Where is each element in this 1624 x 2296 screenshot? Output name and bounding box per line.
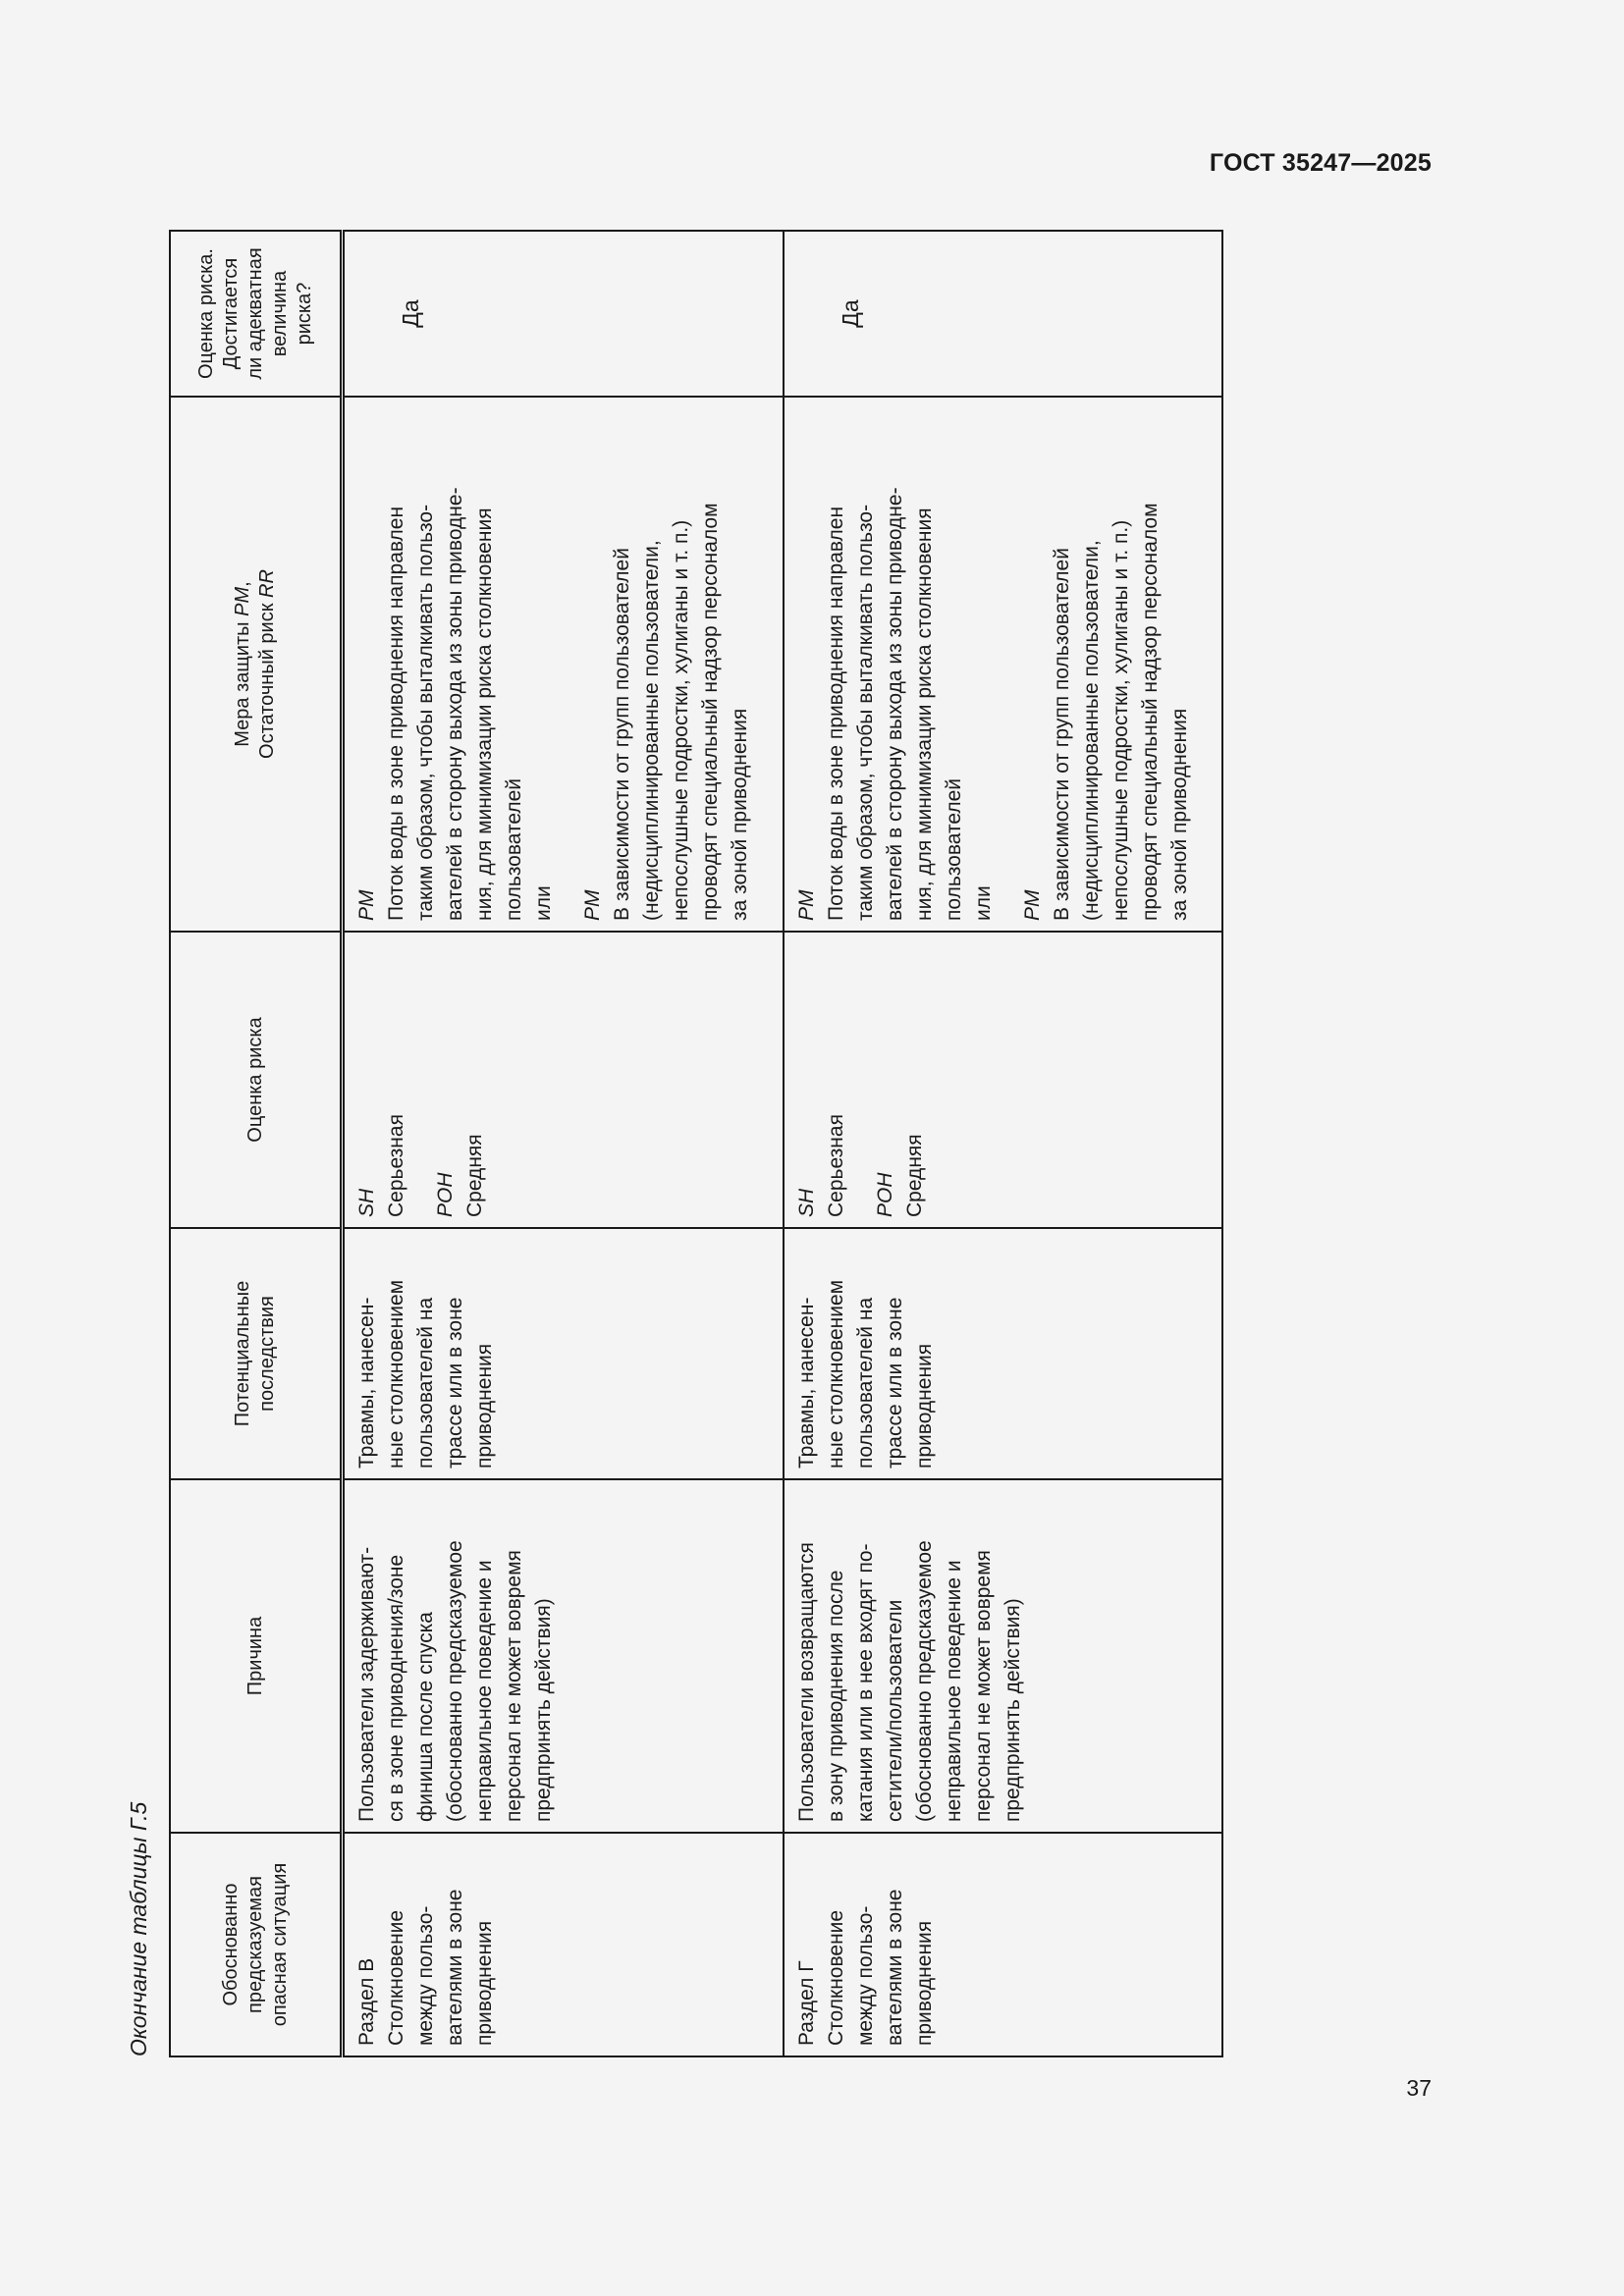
cell-cause: Пользователи возвращаются в зону приводнения после катания или в нее входят по- сетители/пользователи (обоснованно предсказуемое неправильное поведение и персонал не может вовремя предпринять действия) <box>784 1479 1222 1833</box>
cell-adequate: Да <box>343 231 784 397</box>
table-header-row <box>170 231 343 2056</box>
cell-situation: Раздел Г Столкновение между пользо- вателями в зоне приводнения <box>784 1833 1222 2056</box>
cell-consequences: Травмы, нанесен- ные столкновением пользователей на трассе или в зоне приводнения <box>784 1228 1222 1479</box>
risk-assessment-table <box>169 230 1223 2057</box>
cell-adequate: Да <box>784 231 1222 397</box>
table-row <box>784 231 1222 2056</box>
cell-protective-measures: PM Поток воды в зоне приводнения направлен таким образом, чтобы выталкивать пользо- вателей в сторону выхода из зоны приводне- ния, для минимизации риска столкновения пользователей или PM В зависимости от групп пользователей (недисциплинированные пользователи, непослушные подростки, хулиганы и т. п.) проводят специальный надзор персоналом за зоной приводнения <box>343 397 784 932</box>
header-situation: Обоснованно предсказуемая опасная ситуация <box>170 1833 343 2056</box>
page-number: 37 <box>1406 2075 1432 2101</box>
risk-table-container <box>169 232 1223 2057</box>
header-adequate-risk: Оценка риска. Достигается ли адекватная величина риска? <box>170 231 343 397</box>
header-cause: Причина <box>170 1479 343 1833</box>
table-row <box>343 231 784 2056</box>
cell-protective-measures: PM Поток воды в зоне приводнения направлен таким образом, чтобы выталкивать пользо- вателей в сторону выхода из зоны приводне- ния, для минимизации риска столкновения пользователей или PM В зависимости от групп пользователей (недисциплинированные пользователи, непослушные подростки, хулиганы и т. п.) проводят специальный надзор персоналом за зоной приводнения <box>784 397 1222 932</box>
cell-cause: Пользователи задерживают- ся в зоне приводнения/зоне финиша после спуска (обоснованно предсказуемое неправильное поведение и персонал не может вовремя предпринять действия) <box>343 1479 784 1833</box>
header-protective-measure: Мера защиты PM, Остаточный риск RR <box>170 397 343 932</box>
standard-code: ГОСТ 35247—2025 <box>1209 149 1432 177</box>
cell-risk: SH Серьезная POH Средняя <box>343 932 784 1228</box>
table-caption: Окончание таблицы Г.5 <box>126 1801 151 2056</box>
cell-consequences: Травмы, нанесен- ные столкновением пользователей на трассе или в зоне приводнения <box>343 1228 784 1479</box>
rotated-table-frame <box>169 232 1223 2057</box>
header-risk-assessment: Оценка риска <box>170 932 343 1228</box>
cell-risk: SH Серьезная POH Средняя <box>784 932 1222 1228</box>
cell-situation: Раздел В Столкновение между пользо- вателями в зоне приводнения <box>343 1833 784 2056</box>
header-consequences: Потенциальные последствия <box>170 1228 343 1479</box>
